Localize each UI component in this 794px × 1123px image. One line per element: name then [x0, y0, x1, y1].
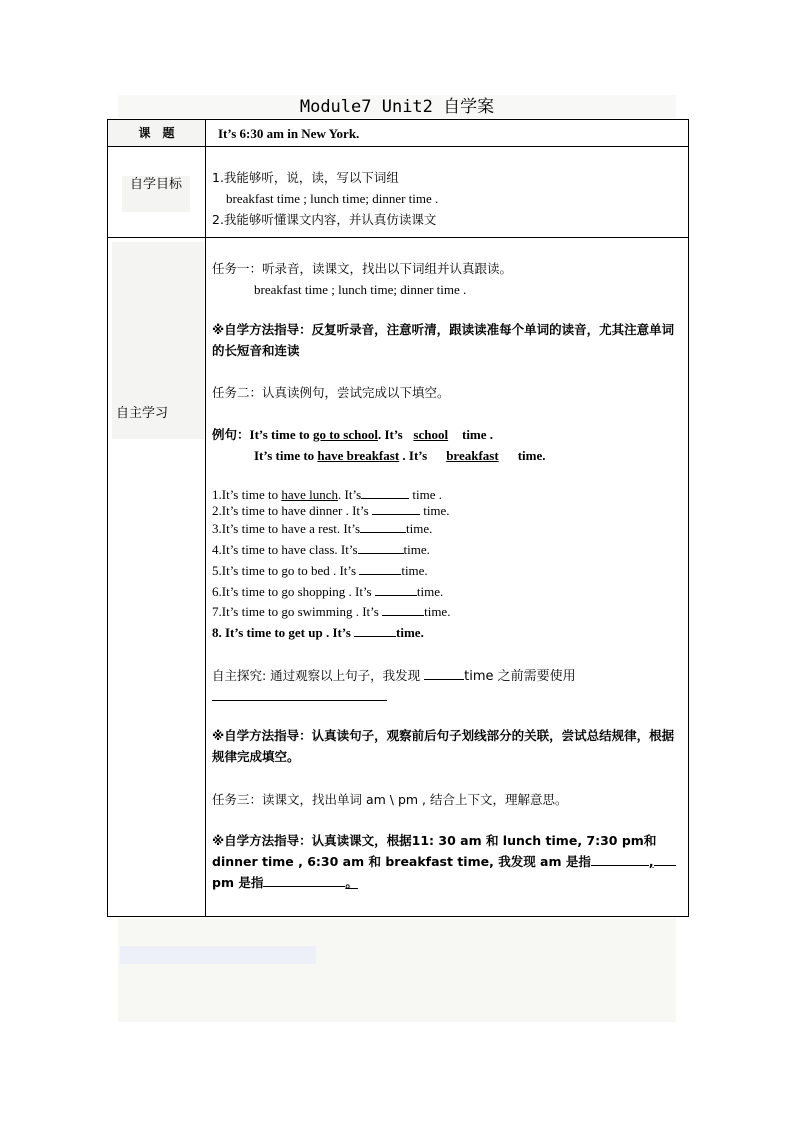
item-6-text-c: time. [416, 584, 444, 599]
item-3-text-c: time. [406, 521, 433, 536]
item-1-blank[interactable] [361, 484, 409, 499]
goals-content-cell [206, 147, 689, 238]
task2-text: 任务二：认真读例句，尝试完成以下填空。 [212, 385, 450, 400]
am-meaning-blank[interactable] [591, 851, 649, 866]
item-3 [212, 518, 432, 539]
goals-label: 自学目标 [122, 176, 190, 212]
topic-label-cell [108, 120, 206, 147]
item-8 [212, 622, 424, 643]
method3-line2 [212, 851, 676, 872]
task3-text: 任务三：读课文，找出单词 am \ pm , 结合上下文，理解意思。 [212, 792, 568, 807]
study-row [108, 238, 689, 917]
item-7-text-a: 7.It’s time to go swimming . It’s [212, 604, 379, 619]
ex1-underlined: go to school [312, 427, 378, 442]
item-6 [212, 581, 443, 602]
method2-text: ※自学方法指导：认真读句子，观察前后句子划线部分的关联，尝试总结规律，根据规律完成填空。 [212, 728, 675, 764]
explore-text-a: 自主探究: 通过观察以上句子，我发现 [212, 668, 421, 683]
item-5 [212, 560, 428, 581]
goals-line2: breakfast time ; lunch time; dinner time . [226, 191, 439, 206]
explore-line [212, 665, 576, 687]
item-1-text-c: time . [412, 487, 442, 502]
worksheet-table [107, 119, 689, 917]
task1-text: 任务一：听录音，读课文，找出以下词组并认真跟读。 [212, 261, 513, 276]
item-1-underlined: have lunch [281, 487, 339, 502]
topic-value: It’s 6:30 am in New York. [218, 126, 360, 141]
ex2-text-a: It’s time to [254, 448, 318, 463]
item-5-blank[interactable] [359, 560, 401, 575]
ex2-text-b: . It’s [399, 448, 428, 463]
task1-phrases: breakfast time ; lunch time; dinner time . [254, 282, 467, 297]
example-line1 [212, 424, 493, 445]
item-7 [212, 601, 450, 622]
pm-label: pm 是指 [212, 875, 264, 890]
topic-label: 课 题 [138, 126, 175, 140]
bottom-band [118, 918, 676, 1022]
study-label: 自主学习 [116, 406, 169, 421]
ex1-text-b: . It’s [377, 427, 403, 442]
ex1-answer: school [413, 427, 449, 442]
bottom-highlight [120, 946, 316, 964]
item-2-text-a: 2.It’s time to have dinner . It’s [212, 503, 369, 518]
item-7-blank[interactable] [382, 601, 424, 616]
goals-line1: 1.我能够听，说，读，写以下词组 [212, 170, 399, 185]
study-content-cell [206, 238, 689, 917]
pm-period: 。 [345, 875, 358, 890]
goals-line3: 2.我能够听懂课文内容，并认真仿读课文 [212, 212, 437, 227]
item-4-text-a: 4.It’s time to have class. It’s [212, 542, 358, 557]
item-3-blank[interactable] [360, 518, 406, 533]
pm-meaning-blank[interactable] [263, 872, 345, 887]
item-4-blank[interactable] [358, 539, 404, 554]
method1-text: ※自学方法指导：反复听录音，注意听清，跟读读准每个单词的读音，尤其注意单词的长短音和连读 [212, 322, 675, 358]
item-4-text-c: time. [403, 542, 430, 557]
study-label-cell [108, 238, 206, 917]
ex2-underlined: have breakfast [317, 448, 400, 463]
explore-text-b: time 之前需要使用 [464, 669, 576, 684]
item-8-text-a: 8. It’s time to get up . It’s [212, 625, 351, 640]
item-1-text-a: 1.It’s time to [212, 487, 282, 502]
item-6-text-a: 6.It’s time to go shopping . It’s [212, 584, 372, 599]
item-4 [212, 539, 430, 560]
item-8-text-c: time. [396, 625, 424, 640]
page-title: Module7 Unit2 自学案 [299, 97, 495, 117]
am-meaning-blank-tail[interactable] [654, 851, 676, 866]
item-1-text-b: . It’s [338, 487, 362, 502]
goals-row [108, 147, 689, 238]
study-label-band [112, 242, 204, 439]
ex1-text-a: It’s time to [249, 427, 313, 442]
method3-comma: , [648, 854, 654, 869]
item-7-text-c: time. [424, 604, 451, 619]
ex2-answer: breakfast [446, 448, 499, 463]
example-line2 [254, 445, 546, 466]
item-3-text-a: 3.It’s time to have a rest. It’s [212, 521, 361, 536]
item-5-text-c: time. [401, 563, 428, 578]
ex2-text-c: time. [517, 448, 546, 463]
topic-row [108, 120, 689, 147]
item-2-text-c: time. [423, 503, 450, 518]
method3-line3 [212, 872, 358, 893]
item-6-blank[interactable] [375, 581, 417, 596]
item-5-text-a: 5.It’s time to go to bed . It’s [212, 563, 357, 578]
explore-blank-2[interactable] [212, 700, 387, 701]
item-8-blank[interactable] [354, 622, 396, 637]
method3-line1: ※自学方法指导：认真读课文，根据11: 30 am 和 lunch time, 7:30 pm和 [212, 833, 657, 848]
goals-label-cell [108, 147, 206, 238]
ex1-text-c: time . [461, 427, 494, 442]
item-2-blank[interactable] [372, 500, 420, 515]
method3-text: dinner time , 6:30 am 和 breakfast time, 我发现 am 是指 [212, 854, 591, 869]
explore-blank-1[interactable] [424, 665, 464, 680]
example-prefix: 例句： [212, 427, 250, 442]
topic-value-cell [206, 120, 689, 147]
